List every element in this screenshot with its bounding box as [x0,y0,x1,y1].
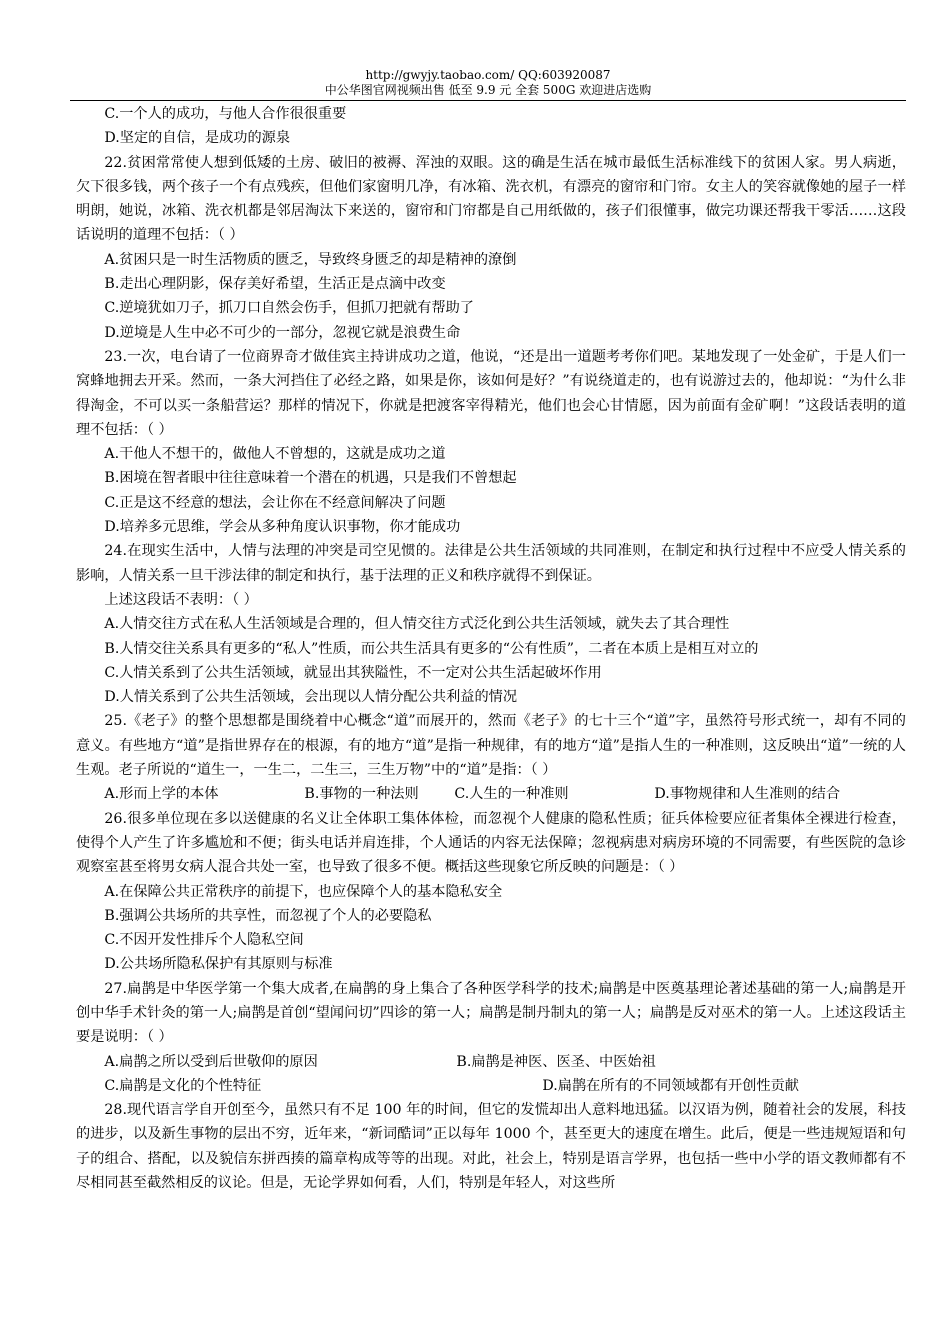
question-26-option-c: C.不因开发性排斥个人隐私空间 [104,932,304,949]
header-url-line[interactable]: http://gwyjy.taobao.com/ QQ:603920087 [365,68,611,82]
question-24-option-b: B.人情交往关系具有更多的“私人”性质，而公共生活具有更多的“公有性质”，二者在本质上是相互对立的 [104,640,759,657]
question-23-option-c: C.正是这不经意的想法，会让你在不经意间解决了问题 [104,494,446,511]
question-25-stem: 25.《老子》的整个思想都是围绕着中心概念“道”而展开的，然而《老子》的七十三个“道”字，虽然符号形式统一，却有不同的意义。有些地方“道”是指世界存在的根源，有的地方“道”是指一种规律，有的地方“道”是指人生的一种准则，这反映出“道”一统的人生观。老子所说的“道生一，一生二，二生三，三生万物”中的“道”是指：（ ） [76,713,906,779]
option-c-prev: C.一个人的成功，与他人合作很很重要 [104,106,347,122]
question-22-option-a: A.贫困只是一时生活物质的匮乏，导致终身匮乏的却是精神的潦倒 [104,251,517,268]
question-27-option-c: C.扁鹊是文化的个性特征 [104,1077,262,1094]
question-22-option-c: C.逆境犹如刀子，抓刀口自然会伤手，但抓刀把就有帮助了 [104,300,474,317]
question-26-stem: 26.很多单位现在多以送健康的名义让全体职工集体体检，而忽视个人健康的隐私性质；征兵体检要应征者集体全裸进行检查，使得个人产生了许多尴尬和不便；街头电话并肩连排，个人通话的内容无法保障；忽视病患对病房环境的不同需要，有些医院的急诊观察室甚至将男女病人混合共处一室，也导致了很多不便。概括这些现象它所反映的问题是：（ ） [76,810,906,876]
question-26-option-d: D.公共场所隐私保护有其原则与标准 [104,956,333,973]
question-27-options-row2 [76,1074,906,1098]
question-27-option-a: A.扁鹊之所以受到后世敬仰的原因 [104,1053,318,1070]
question-25-option-d: D.事物规律和人生准则的结合 [654,786,841,803]
page-header [70,68,906,98]
question-22-option-b: B.走出心理阴影，保存美好希望，生活正是点滴中改变 [104,276,446,293]
option-d-prev: D.坚定的自信，是成功的源泉 [104,130,291,147]
question-25-option-a: A.形而上学的本体 [104,786,219,803]
header-promo-line: 中公华图官网视频出售 低至 9.9 元 全套 500G 欢迎进店选购 [324,83,652,97]
question-24-option-a: A.人情交往方式在私人生活领域是合理的，但人情交往方式泛化到公共生活领域，就失去了其合理性 [104,616,730,633]
question-28-stem: 28.现代语言学自开创至今，虽然只有不足 100 年的时间，但它的发慌却出人意料地迅猛。以汉语为例，随着社会的发展，科技的进步，以及新生事物的层出不穷，近年来，“新词酷词”正以每年 1000 个，甚至更大的速度在增生。此后，便是一些违规短语和句子的组合、搭配，以及貌信东拼西揍的篇章构成等等的出现。对此，社会上，特别是语言学界，也包括一些中小学的语文教师都有不尽相同甚至截然相反的议论。但是，无论学界如何看，人们，特别是年轻人，对这些所 [76,1102,906,1192]
question-23-option-d: D.培养多元思维，学会从多种角度认识事物，你才能成功 [104,519,461,536]
question-24-prompt: 上述这段话不表明：（ ） [104,591,258,608]
header-rule [70,100,906,101]
question-27-stem: 27.扁鹊是中华医学第一个集大成者,在扁鹊的身上集合了各种医学科学的技术;扁鹊是中医奠基理论著述基础的第一人;扁鹊是开创中华手术针灸的第一人;扁鹊是首创“望闻问切”四诊的第一人；扁鹊是制丹制丸的第一人；扁鹊是反对巫术的第一人。上述这段话主要是说明：（ ） [76,980,906,1046]
question-22-stem: 22.贫困常常使人想到低矮的土房、破旧的被褥、浑浊的双眼。这的确是生活在城市最低生活标准线下的贫困人家。男人病逝，欠下很多钱，两个孩子一个有点残疾，但他们家窗明几净，有冰箱、洗衣机，有漂亮的窗帘和门帘。女主人的笑容就像她的屋子一样明朗，她说，冰箱、洗衣机都是邻居淘汰下来送的，窗帘和门帘都是自己用纸做的，孩子们很懂事，做完功课还帮我干零活……这段话说明的道理不包括：（ ） [76,154,906,244]
question-26-option-b: B.强调公共场所的共享性，而忽视了个人的必要隐私 [104,907,432,924]
question-23-stem: 23.一次，电台请了一位商界奇才做佳宾主持讲成功之道，他说，“还是出一道题考考你们吧。某地发现了一处金矿，于是人们一窝蜂地拥去开采。然而，一条大河挡住了必经之路，如果是你，该如何是好？”有说绕道走的，也有说游过去的，他却说：“为什么非得淘金，不可以买一条船营运？那样的情况下，你就是把渡客宰得精光，他们也会心甘情愿，因为前面有金矿啊！”这段话表明的道理不包括：（ ） [76,348,906,438]
question-24-stem: 24.在现实生活中，人情与法理的冲突是司空见惯的。法律是公共生活领域的共同准则，在制定和执行过程中不应受人情关系的影响，人情关系一旦干涉法律的制定和执行，基于法理的正义和秩序就得不到保证。 [76,543,906,584]
question-25-options [76,782,906,806]
question-25-option-c: C.人生的一种准则 [454,786,569,803]
question-22-option-d: D.逆境是人生中必不可少的一部分，忽视它就是浪费生命 [104,324,461,341]
document-body [76,102,906,1195]
question-27-options-row1 [76,1050,906,1074]
question-27-option-b: B.扁鹊是神医、医圣、中医始祖 [456,1053,656,1070]
question-26-option-a: A.在保障公共正常秩序的前提下，也应保障个人的基本隐私安全 [104,883,503,900]
question-24-option-d: D.人情关系到了公共生活领域，会出现以人情分配公共利益的情况 [104,689,518,706]
question-27-option-d: D.扁鹊在所有的不同领域都有开创性贡献 [542,1077,799,1094]
question-24-option-c: C.人情关系到了公共生活领域，就显出其狭隘性，不一定对公共生活起破坏作用 [104,664,602,681]
question-23-option-b: B.困境在智者眼中往往意味着一个潜在的机遇，只是我们不曾想起 [104,470,517,487]
question-23-option-a: A.干他人不想干的，做他人不曾想的，这就是成功之道 [104,446,446,463]
question-25-option-b: B.事物的一种法则 [304,786,419,803]
